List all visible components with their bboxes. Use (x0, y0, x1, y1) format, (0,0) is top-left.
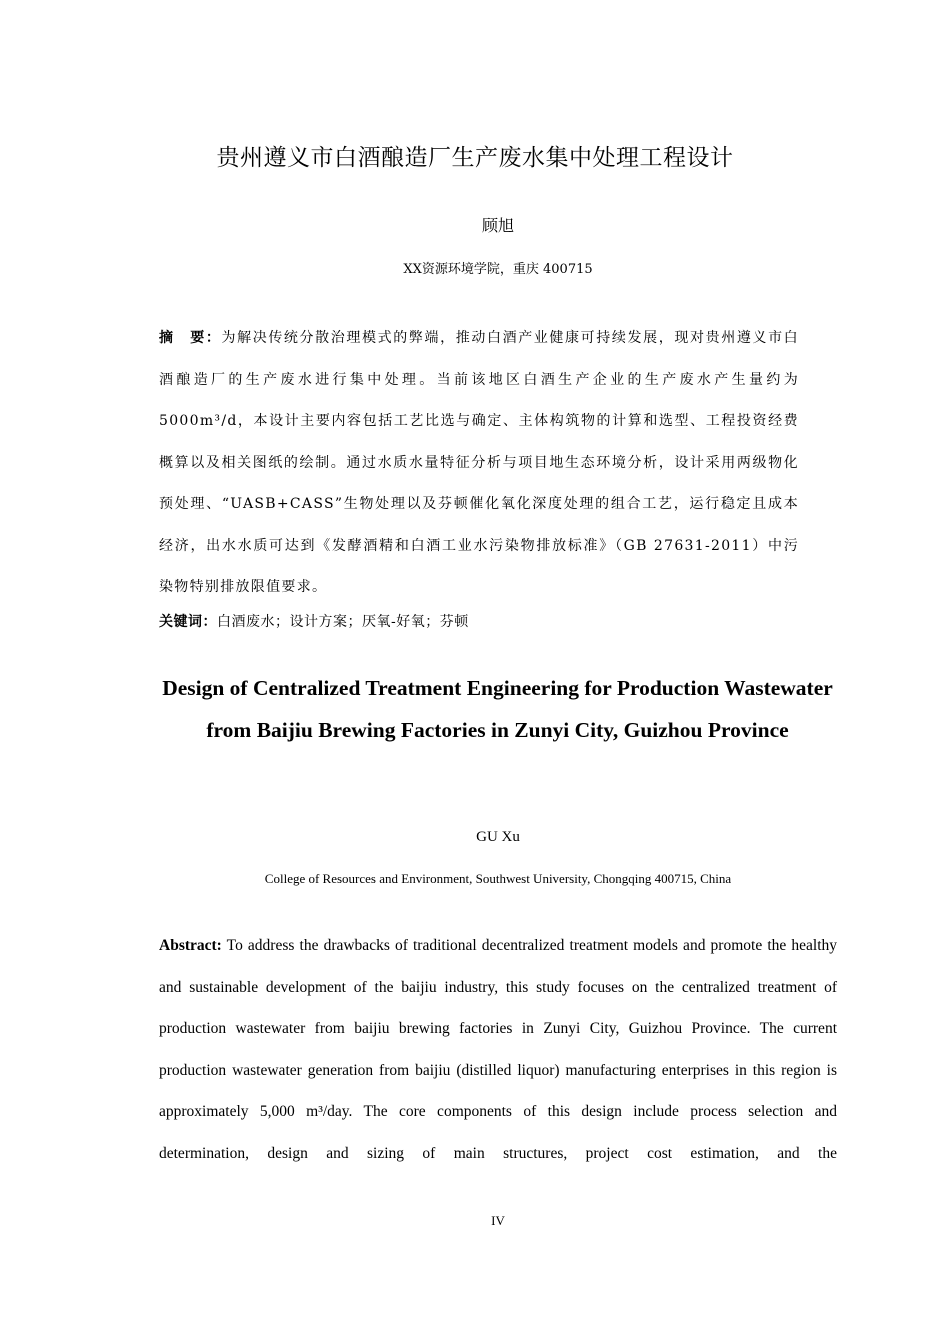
english-affiliation: College of Resources and Environment, Southwest University, Chongqing 400715, China (264, 871, 732, 886)
chinese-author: 顾旭 (481, 216, 514, 235)
chinese-keywords-text: 白酒废水；设计方案；厌氧-好氧；芬顿 (217, 614, 469, 630)
english-abstract-label: Abstract: (159, 937, 222, 954)
english-title: Design of Centralized Treatment Engineering for Production Wastewater from Baijiu Brewing Factories in Zunyi City, Guizhou Province (162, 676, 833, 742)
chinese-keywords (159, 611, 469, 631)
chinese-keywords-label: 关键词： (159, 614, 217, 630)
chinese-abstract (159, 318, 799, 609)
page-number: IV (491, 1213, 505, 1228)
chinese-abstract-text: 为解决传统分散治理模式的弊端，推动白酒产业健康可持续发展，现对贵州遵义市白酒酿造厂的生产废水进行集中处理。当前该地区白酒生产企业的生产废水产生量约为5000m³/d，本设计主要内容包括工艺比选与确定、主体构筑物的计算和选型、工程投资经费概算以及相关图纸的绘制。通过水质水量特征分析与项目地生态环境分析，设计采用两级物化预处理、“UASB+CASS”生物处理以及芬顿催化氧化深度处理的组合工艺，运行稳定且成本经济，出水水质可达到《发酵酒精和白酒工业水污染物排放标准》（GB 27631-2011）中污染物特别排放限值要求。 (159, 330, 799, 595)
chinese-abstract-label: 摘 要： (159, 330, 222, 346)
english-abstract (159, 925, 837, 1174)
chinese-title: 贵州遵义市白酒酿造厂生产废水集中处理工程设计 (216, 145, 734, 171)
english-abstract-text: To address the drawbacks of traditional decentralized treatment models and promote the healthy and sustainable development of the baijiu industry, this study focuses on the centralized treatment of production wastewater from baijiu brewing factories in Zunyi City, Guizhou Province. The current production wastewater generation from baijiu (distilled liquor) manufacturing enterprises in this region is approximately 5,000 m³/day. The core components of this design include process selection and determination, design and sizing of main structures, project cost estimation, and the (159, 937, 837, 1162)
english-author: GU Xu (476, 829, 520, 845)
chinese-affiliation: XX资源环境学院，重庆 400715 (403, 262, 593, 277)
